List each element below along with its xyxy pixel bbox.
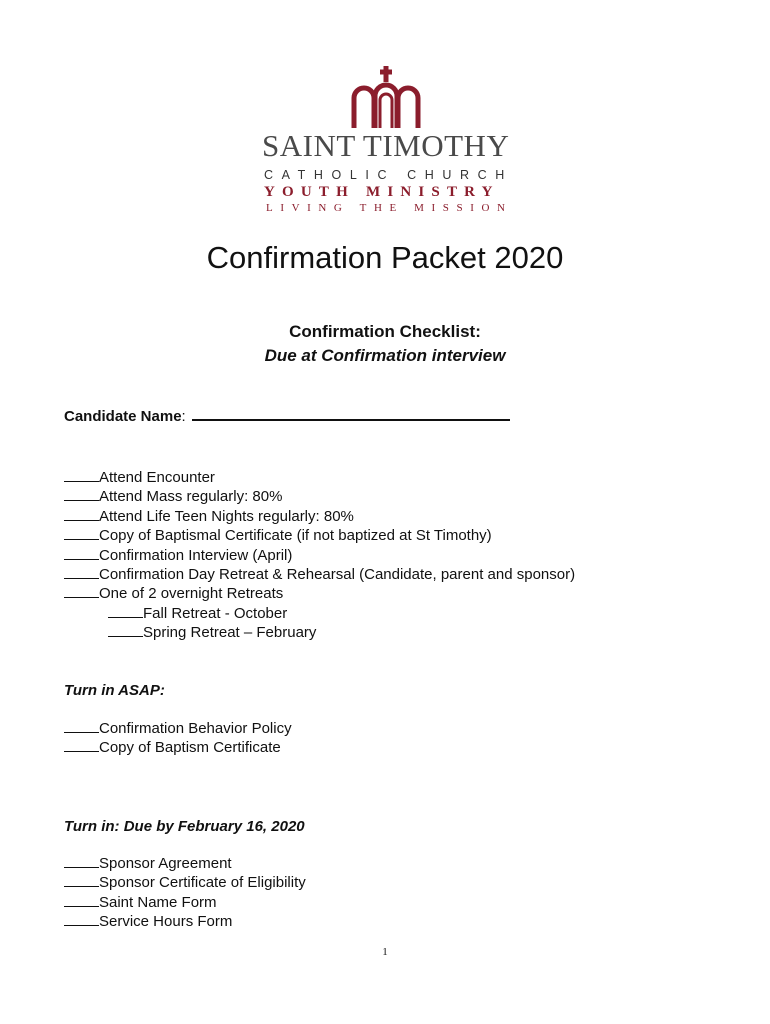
church-logo — [250, 64, 520, 214]
candidate-name-line[interactable] — [192, 405, 510, 421]
checklist-item-label: One of 2 overnight Retreats — [99, 585, 284, 603]
retreat-option — [64, 604, 575, 623]
checklist-item-label: Sponsor Agreement — [99, 855, 232, 872]
check-blank[interactable] — [64, 508, 99, 521]
checklist-item-label: Confirmation Day Retreat & Rehearsal (Candidate, parent and sponsor) — [99, 566, 576, 584]
asap-heading: Turn in ASAP: — [64, 682, 165, 699]
interview-checklist — [64, 468, 575, 643]
checklist-item — [64, 854, 306, 873]
checklist-item-label: Attend Encounter — [99, 469, 215, 486]
checklist-item — [64, 565, 575, 584]
check-blank[interactable] — [64, 739, 99, 752]
checklist-item-label: Sponsor Certificate of Eligibility — [99, 874, 306, 892]
check-blank[interactable] — [64, 720, 99, 733]
checklist-item-label: Copy of Baptism Certificate — [99, 739, 281, 757]
logo-title: SAINT TIMOTHY — [262, 128, 510, 163]
logo-tagline: LIVING THE MISSION — [266, 202, 513, 214]
checklist-item — [64, 584, 575, 603]
check-blank[interactable] — [64, 894, 99, 907]
check-blank[interactable] — [64, 855, 99, 868]
checklist-item — [64, 719, 292, 738]
checklist-item-label: Service Hours Form — [99, 913, 233, 931]
checklist-item — [64, 893, 306, 912]
checklist-item-label: Copy of Baptismal Certificate (if not baptized at St Timothy) — [99, 527, 492, 545]
checklist-item — [64, 468, 575, 487]
retreat-option — [64, 623, 575, 642]
checklist-item — [64, 912, 306, 931]
check-blank[interactable] — [64, 566, 99, 579]
check-blank[interactable] — [64, 547, 99, 560]
checklist-item — [64, 738, 292, 757]
asap-checklist — [64, 719, 292, 758]
page-title: Confirmation Packet 2020 — [206, 240, 564, 275]
checklist-item-label: Attend Mass regularly: 80% — [99, 488, 283, 506]
candidate-name-colon: : — [181, 408, 186, 425]
checklist-item-label: Attend Life Teen Nights regularly: 80% — [99, 507, 354, 525]
check-blank[interactable] — [64, 913, 99, 926]
church-arches-icon — [346, 64, 426, 130]
candidate-name-field — [64, 405, 510, 427]
logo-subtitle-church: CATHOLIC CHURCH — [264, 168, 513, 182]
retreat-option-label: Fall Retreat - October — [143, 604, 288, 622]
check-blank[interactable] — [64, 527, 99, 540]
checklist-item — [64, 507, 575, 526]
check-blank[interactable] — [108, 605, 143, 618]
check-blank[interactable] — [64, 488, 99, 501]
check-blank[interactable] — [108, 624, 143, 637]
checklist-item-label: Saint Name Form — [99, 893, 217, 911]
checklist-item — [64, 873, 306, 892]
february-heading: Turn in: Due by February 16, 2020 — [64, 818, 305, 835]
check-blank[interactable] — [64, 469, 99, 482]
candidate-name-label: Candidate Name — [64, 408, 182, 425]
retreat-option-label: Spring Retreat – February — [143, 624, 317, 642]
february-checklist — [64, 854, 306, 932]
check-blank[interactable] — [64, 585, 99, 598]
checklist-item — [64, 526, 575, 545]
page-number: 1 — [382, 946, 388, 958]
checklist-item-label: Confirmation Behavior Policy — [99, 720, 292, 737]
checklist-subheading: Due at Confirmation interview — [264, 346, 506, 365]
checklist-item — [64, 487, 575, 506]
check-blank[interactable] — [64, 874, 99, 887]
checklist-item-label: Confirmation Interview (April) — [99, 546, 293, 564]
logo-subtitle-youth: YOUTH MINISTRY — [264, 184, 500, 200]
checklist-item — [64, 546, 575, 565]
checklist-heading: Confirmation Checklist: — [289, 322, 481, 341]
